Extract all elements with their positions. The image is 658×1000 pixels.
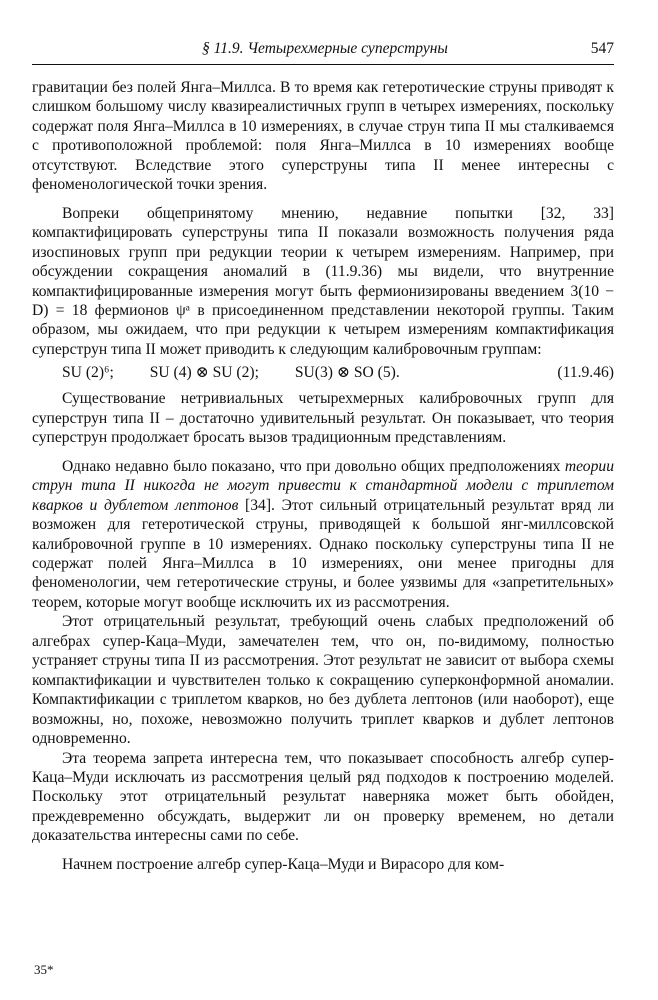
paragraph-4-start: Однако недавно было показано, что при довольно общих предположениях [62, 457, 565, 475]
paragraph-4 [32, 457, 614, 613]
section-title: § 11.9. Четырехмерные суперструны [202, 40, 448, 57]
body-text [32, 78, 614, 874]
paragraph-7: Начнем построение алгебр супер-Каца–Муди и Вирасоро для ком- [62, 855, 505, 873]
paragraph-2: Вопреки общепринятому мнению, недавние попытки [32, 33] компактифицировать суперструны типа II показали возможность получения ряда изоспиновых групп при редукции теории к четырем измерениям. Например, при обсуждении сокращения аномалий в (11.9.36) мы видели, что внутренние компактифицированные измерения могут быть фермионизированы введением 3(10 − D) = 18 фермионов ψᵃ в присоединенном представлении некоторой группы. Таким образом, мы ожидаем, что при редукции к четырем измерениям компактификация суперструн типа II может приводить к следующим калибровочным группам: [32, 204, 614, 358]
equation-11-9-46 [32, 363, 614, 385]
equation-number: (11.9.46) [557, 364, 614, 382]
paragraph-3: Существование нетривиальных четырехмерных калибровочных групп для суперструн типа II – достаточно удивительный результат. Он показывает, что теория суперструн продолжает бросать вызов традиционным представлениям. [32, 390, 614, 447]
equation-term-1: SU (2)⁶; [62, 364, 114, 382]
paragraph-4-italic-claim: теории струн типа II никогда не могут привести к стандартной модели с триплетом кварков и дублетом лептонов [32, 457, 614, 514]
page-number: 547 [590, 40, 614, 57]
paragraph-1: гравитации без полей Янга–Миллса. В то время как гетеротические струны приводят к слишком большому числу квазиреалистичных групп в четырех измерениях, поскольку содержат поля Янга–Миллса в 10 измерениях, в случае струн типа II мы сталкиваемся с противоположной проблемой: поля Янга–Миллса в 10 измерениях вообще отсутствуют. Вследствие этого суперструны типа II менее интересны с феноменологической точки зрения. [32, 79, 614, 194]
equation-term-3: SU(3) ⊗ SO (5). [294, 364, 400, 382]
running-header [32, 38, 614, 65]
paragraph-5: Этот отрицательный результат, требующий очень слабых предположений об алгебрах супер-Каца–Муди, замечателен тем, что он, по-видимому, полностью устраняет струны типа II из рассмотрения. Этот результат не зависит от выбора схемы компактификации и чувствителен только к сокращению суперконформной аномалии. Компактификации с триплетом кварков, но без дублета лептонов (или наоборот), еще возможны, но, похоже, невозможно получить триплет кварков и дублет лептонов одновременно. [32, 613, 614, 748]
paragraph-4-end: [34]. Этот сильный отрицательный результат вряд ли возможен для гетеротической струны, приводящей к большой янг-миллсовской калибровочной группе в 10 измерениях. Однако поскольку суперструны типа II не содержат полей Янга–Миллса в 10 измерениях, они менее пригодны для феноменологии, чем гетеротические струны, и более уязвимы для «запретительных» теорем, которые могут вообще исключить их из рассмотрения. [32, 496, 614, 611]
printer-signature: 35* [34, 962, 54, 977]
equation-term-2: SU (4) ⊗ SU (2); [149, 364, 259, 382]
paragraph-6: Эта теорема запрета интересна тем, что показывает способность алгебр супер-Каца–Муди исключать из рассмотрения целый ряд подходов к построению моделей. Поскольку этот отрицательный результат наверняка может быть обойден, преждевременно обсуждать, выдержит ли он проверку временем, но детали доказательства интересны сами по себе. [32, 749, 614, 845]
